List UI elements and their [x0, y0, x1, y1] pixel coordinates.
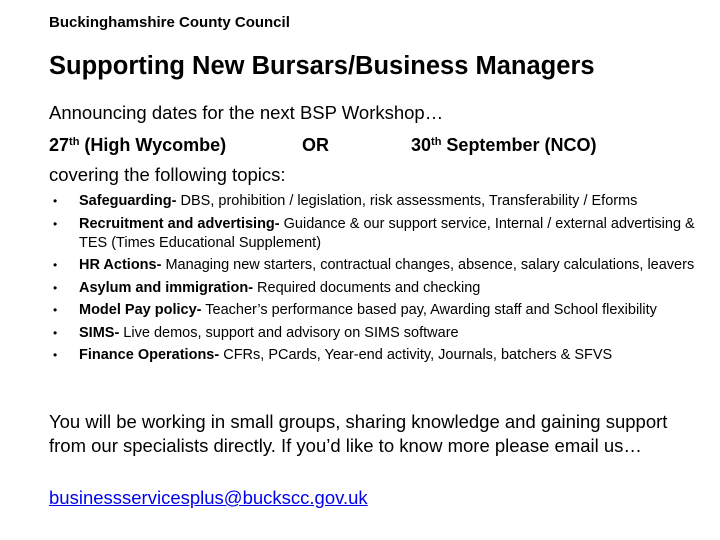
topic-item: [49, 324, 709, 343]
date-high-wycombe: [49, 135, 226, 156]
or-label: OR: [302, 135, 329, 155]
topic-title: Safeguarding-: [79, 193, 177, 209]
topic-description: Managing new starters, contractual changes, absence, salary calculations, leavers: [161, 257, 695, 273]
bullet-icon: •: [53, 194, 58, 208]
topic-title: SIMS-: [79, 324, 120, 341]
bullet-icon: •: [53, 348, 58, 362]
closing-paragraph: You will be working in small groups, sharing knowledge and gaining support from our specialists directly. If you’d like to know more please email us…: [49, 411, 668, 456]
topic-title: HR Actions-: [79, 257, 162, 273]
bullet-icon: •: [53, 280, 58, 295]
organization-name: Buckinghamshire County Council: [49, 14, 290, 31]
topic-title: Asylum and immigration-: [79, 279, 254, 296]
date1-number: 27: [49, 135, 70, 155]
topic-item: [49, 279, 709, 298]
bullet-icon: •: [53, 216, 58, 231]
date2-location: September (NCO): [441, 135, 597, 155]
topic-description: CFRs, PCards, Year-end activity, Journals, batchers & SFVS: [219, 347, 613, 363]
announcement-intro: Announcing dates for the next BSP Workshop…: [49, 102, 444, 123]
date-nco: [411, 135, 596, 156]
date2-suffix: th: [431, 136, 442, 148]
topic-title: Recruitment and advertising-: [79, 215, 280, 232]
topic-item: [49, 301, 709, 320]
email-link[interactable]: businessservicesplus@buckscc.gov.uk: [49, 487, 368, 508]
topic-description: Guidance & our support service, Internal / external advertising & TES (Times Educational Supplement): [79, 215, 695, 251]
date1-location: (High Wycombe): [79, 135, 227, 155]
topics-list: [49, 192, 709, 369]
topic-item: [49, 256, 709, 275]
bullet-icon: •: [53, 325, 58, 340]
topic-description: DBS, prohibition / legislation, risk assessments, Transferability / Eforms: [176, 193, 638, 209]
topic-title: Model Pay policy-: [79, 302, 202, 318]
date1-suffix: th: [69, 136, 80, 148]
topic-item: [49, 192, 709, 211]
topic-description: Required documents and checking: [253, 279, 481, 296]
workshop-dates: [49, 135, 689, 159]
bullet-icon: •: [53, 303, 58, 317]
topic-item: [49, 215, 709, 253]
topic-description: Live demos, support and advisory on SIMS software: [119, 324, 459, 341]
topic-description: Teacher’s performance based pay, Awarding staff and School flexibility: [201, 302, 657, 318]
topic-item: [49, 346, 709, 365]
date2-number: 30: [411, 135, 432, 155]
topics-intro: covering the following topics:: [49, 164, 286, 185]
bullet-icon: •: [53, 258, 58, 272]
topic-title: Finance Operations-: [79, 347, 220, 363]
page-title: Supporting New Bursars/Business Managers: [49, 52, 595, 80]
